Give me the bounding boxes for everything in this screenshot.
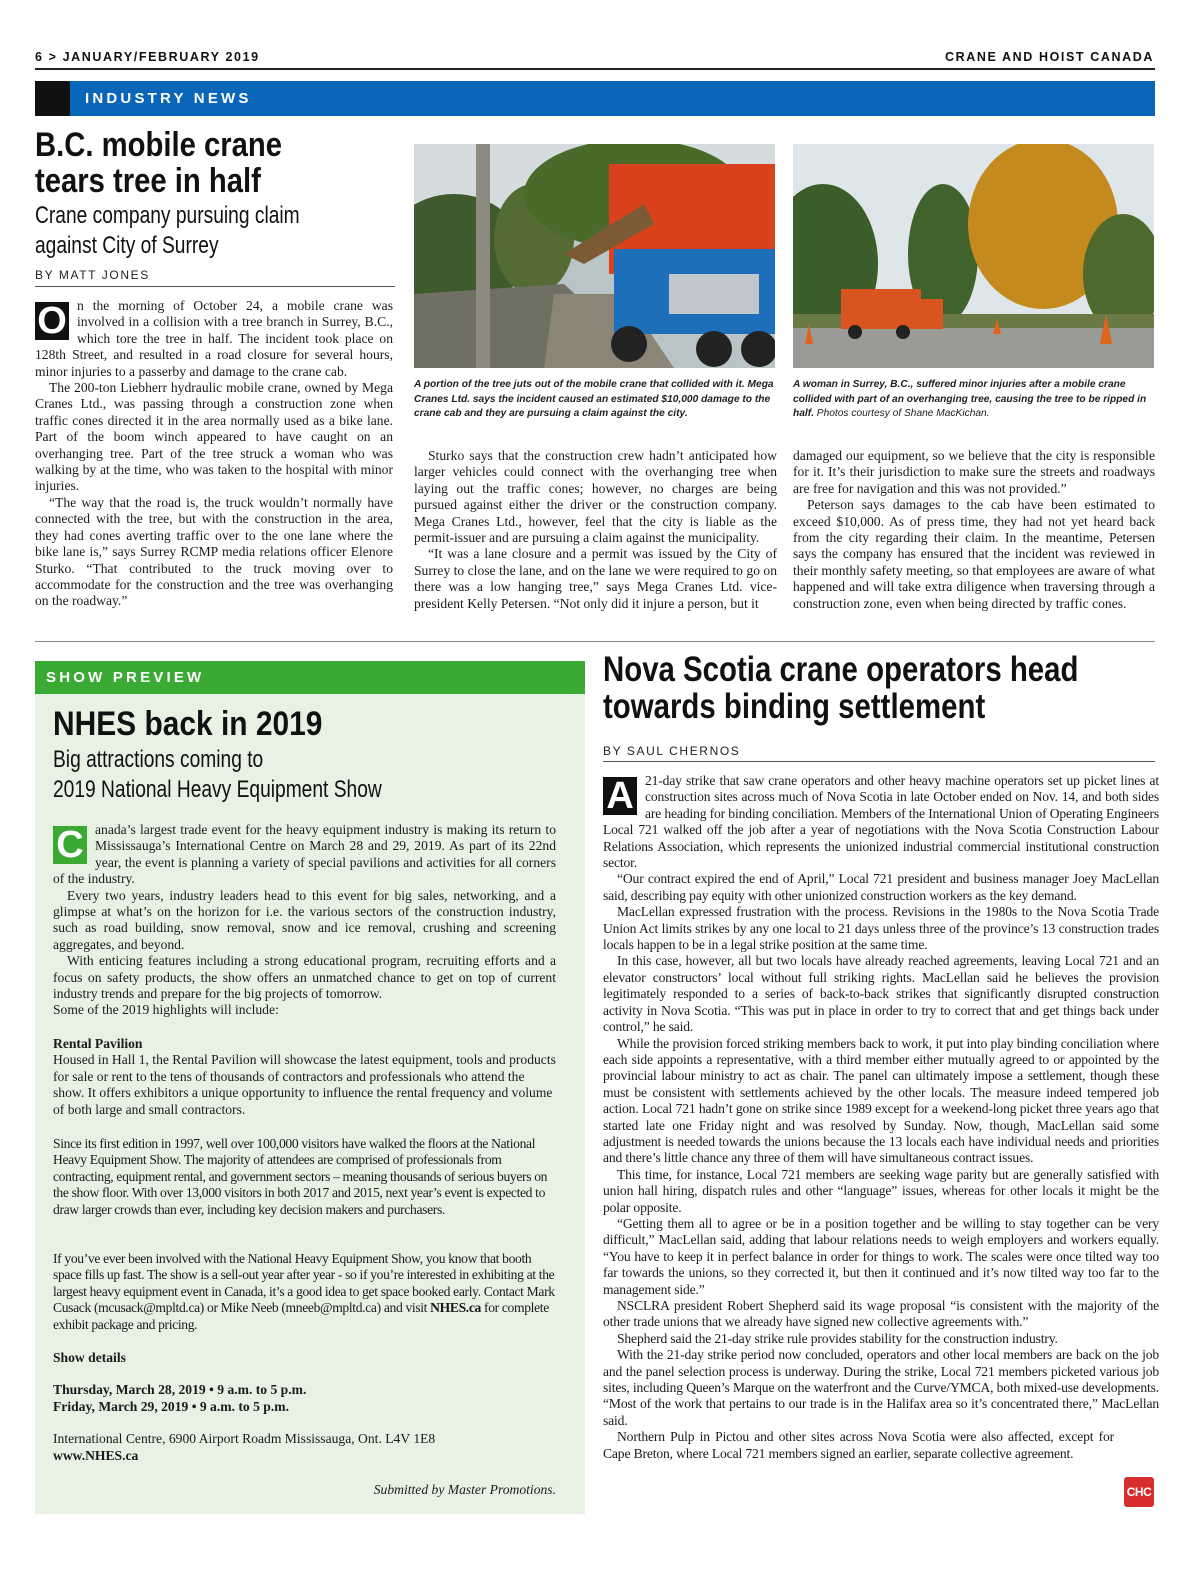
paragraph: The 200-ton Liebherr hydraulic mobile crane, owned by Mega Cranes Ltd., was passing through a construction zone when traffic cones directed it in the area normally used as a bike lane. Part of the boom winch appeared to have caught on an overhanging tree. Part of the tree struck a woman who was walking by at the time, who was taken to the hospital with minor injuries. [35,380,393,494]
industry-news-label: INDUSTRY NEWS [85,90,252,107]
dropcap: C [53,826,87,864]
booth-text: If you’ve ever been involved with the National Heavy Equipment Show, you know that booth space fills up fast. The show is a sell-out year after year - so if you’re interested in exhibiting at the largest heavy equipment event in Canada, it’s a good idea to get space booked early. Contact Mark Cusack (mcusack@mpltd.ca) or Mike Neeb (mneeb@mpltd.ca) and visit [53,1251,555,1316]
show-details [53,1350,556,1464]
booth-text-end: for complete exhibit package and pricing. [53,1300,549,1332]
byline-rule [35,286,395,287]
folio-left: 6 > JANUARY/FEBRUARY 2019 [35,50,260,64]
rental-pavilion-text: Housed in Hall 1, the Rental Pavilion will showcase the latest equipment, tools and products for sale or rent to the tens of thousands of contractors and professionals who attend the show. It offers exhibitors a unique opportunity to influence the rental frequency and volume of both large and small contractors. [53,1052,556,1117]
byline: BY MATT JONES [35,268,150,282]
deck-line-2: against City of Surrey [35,232,219,259]
photo-credit: Photos courtesy of Shane MacKichan. [816,408,990,419]
show-preview-band [35,661,585,694]
history-paragraph [53,1136,556,1218]
paragraph [53,1251,556,1333]
nova-body [603,773,1159,1462]
header-rule [35,68,1155,70]
paragraph: “The way that the road is, the truck wouldn’t normally have connected with the tree, but with the construction in the area, they had cones averting traffic over to the one lane where the bike lane is,” says Surrey RCMP media relations officer Elenore Sturko. “That contributed to the truck moving over to accommodate for the construction and the tree was overhanging on the roadway.” [35,494,393,609]
photo-surrey-street [793,144,1154,368]
dropcap: O [35,302,69,340]
deck-line-2: 2019 National Heavy Equipment Show [53,776,382,803]
rental-pavilion-heading: Rental Pavilion [53,1036,143,1051]
paragraph: In this case, however, all but two locals have already reached agreements, leaving Local 721 and an elevator constructors’ local without full striking rights. MacLellan said he believes the provision legitimately responded to a series of back-to-back strikes that significantly disrupted construction activity in Nova Scotia. “This was put in place in order to try to correct that and get things back under control,” he said. [603,953,1159,1035]
story-deck [35,201,387,261]
paragraph: NSCLRA president Robert Shepherd said its wage proposal “is consistent with the majority of the other trade unions that we already have signed new collective agreements with.” [603,1298,1159,1330]
preview-headline: NHES back in 2019 [53,705,323,743]
paragraph: Every two years, industry leaders head to this event for big sales, networking, and a glimpse at what’s on the horizon for i.e. the various sectors of the construction industry, such as road building, snow removal, snow and ice removal, crushing and screening aggregates, and beyond. [53,887,556,952]
caption-text: A woman in Surrey, B.C., suffered minor injuries after a mobile crane collided with part of an overhanging tree, causing the tree to be ripped in half. [793,379,1147,419]
paragraph: Peterson says damages to the cab have been estimated to exceed $10,000. As of press time, they had not yet heard back from the city regarding their claim. In the meantime, Petersen says the company has ensured that the incident was reviewed in their monthly safety meeting, so that employees are aware of what happened and will take extra diligence when traversing through a construction zone, even when being directed by traffic cones. [793,497,1155,611]
paragraph: While the provision forced striking members back to work, it put into play binding conciliation where each side appoints a representative, with a third member either mutually agreed to or appointed by the provincial labour ministry to act as chair. The panel can ultimately impose a settlement, though these must be consistent with settlements achieved by the other locals. The measure indeed tempered job action. Local 721 hadn’t gone on strike since 1989 except for a weekend-long picket three years ago that started late one Friday night and was resolved by Sunday. Now, though, MacLellan said some adjustment is needed towards the unions because the 13 locals each have individual needs and priorities and there’s little chance any three of them will have simultaneous contract issues. [603,1035,1159,1166]
venue-address: International Centre, 6900 Airport Roadm Mississauga, Ont. L4V 1E8 [53,1431,436,1447]
photo-caption-1: A portion of the tree juts out of the mobile crane that collided with it. Mega Cranes Ltd. says the incident caused an estimated $10,000 damage to the crane cab and they are pursuing a claim against the city. [414,379,774,419]
photo-crane-tree [414,144,775,368]
chc-end-logo: CHC [1124,1477,1154,1507]
preview-deck [53,745,453,805]
show-day-1: Thursday, March 28, 2019 • 9 a.m. to 5 p.m. [53,1382,307,1398]
paragraph: Northern Pulp in Pictou and other sites across Nova Scotia were also affected, except for Cape Breton, where Local 721 members signed an earlier, separate collective agreement. [603,1429,1114,1461]
story-column-1 [35,298,393,610]
show-details-heading: Show details [53,1350,126,1365]
paragraph: “Getting them all to agree or be in a position together and be willing to stay together can be very difficult,” MacLellan said, adding that labour relations needs to weigh employers and workers equally. “You have to keep it in perfect balance in order for things to work. The scales were once tilted way too far towards the unions, so they corrected it, but then it continued and it’s now tilted way too far to the management side.” [603,1215,1159,1297]
paragraph: Since its first edition in 1997, well over 100,000 visitors have walked the floors at the National Heavy Equipment Show. The majority of attendees are comprised of professionals from contracting, equipment rental, and government sectors – meaning thousands of serious buyers on the show floor. With over 13,000 visitors in both 2017 and 2015, next year’s event is expected to draw larger crowds than ever, including key decision makers and purchasers. [53,1136,548,1217]
paragraph: anada’s largest trade event for the heavy equipment industry is making its return to Mississauga’s International Centre on March 28 and 29, 2019. As part of its 22nd year, the event is planning a variety of special pavilions and activities for all corners of the industry. [53,822,556,887]
headline-line-2: towards binding settlement [603,687,986,726]
deck-line-1: Crane company pursuing claim [35,202,300,229]
paragraph: “It was a lane closure and a permit was issued by the City of Surrey to close the lane, and on the lane we were required to go on there was a low hanging tree,” says Mega Cranes Ltd. vice-president Kelly Petersen. “Not only did it injure a person, but it [414,546,777,611]
story-column-3 [793,448,1155,612]
website-link[interactable]: www.NHES.ca [53,1447,139,1463]
paragraph: This time, for instance, Local 721 members are seeking wage parity but are generally satisfied with union hall hiring, dispatch rules and other “language” issues, whereas for other locals it might be the polar opposite. [603,1166,1159,1215]
paragraph: With enticing features including a strong educational program, recruiting efforts and a focus on safety products, the show offers an unmatched chance to get on top of current industry trends and prepare for the big projects of tomorrow. [53,953,556,1002]
story-column-2 [414,448,777,612]
section-divider [35,641,1155,642]
paragraph: MacLellan expressed frustration with the process. Revisions in the 1980s to the Nova Scotia Trade Union Act limits strikes by any one local to 21 days unless three of the province’s 13 construction trades locals happen to be in a legal strike position at the same time. [603,904,1159,953]
paragraph: Shepherd said the 21-day strike rule provides stability for the construction industry. [617,1330,1058,1346]
deck-line-1: Big attractions coming to [53,746,264,773]
nova-byline-rule [603,761,1155,762]
headline-line-1: Nova Scotia crane operators head [603,650,1079,689]
show-preview-label: SHOW PREVIEW [46,669,205,686]
booth-paragraph [53,1251,556,1333]
story-headline [35,127,405,199]
industry-news-band [35,81,1155,116]
paragraph: Some of the 2019 highlights will include: [53,1002,279,1018]
folio-right: CRANE AND HOIST CANADA [944,50,1154,64]
photo-caption-2 [793,378,1155,422]
preview-intro [53,822,556,1019]
dropcap: A [603,777,637,815]
nova-byline: BY SAUL CHERNOS [603,744,741,758]
paragraph: With the 21-day strike period now concluded, operators and other local members are back on the job and the panel selection process is underway. During the strike, Local 721 members picketed various job sites, including Queen’s Marque on the waterfront and the Curve/YMCA, both mixed-use developments. “Most of the work that pertains to our trade is in the Halifax area so it’s concentrated there,” MacLellan said. [603,1347,1159,1428]
street-photo-illustration [793,144,1154,368]
paragraph: n the morning of October 24, a mobile crane was involved in a collision with a tree branch in Surrey, B.C., which tore the tree in half. The incident took place on 128th Street, and resulted in a road closure for several hours, minor injuries to a passerby and damage to the crane cab. [35,298,393,379]
nova-headline [603,651,1166,725]
submitted-by: Submitted by Master Promotions. [373,1482,556,1497]
show-day-2: Friday, March 29, 2019 • 9 a.m. to 5 p.m. [53,1398,289,1414]
paragraph: Sturko says that the construction crew hadn’t anticipated how larger vehicles could connect with the overhanging tree when laying out the traffic cones; however, no charges are being pursued against either the driver or the construction company. Mega Cranes Ltd., however, feel that the city is liable as the permit-issuer and are pursuing a claim against the municipality. [414,448,777,546]
nhes-link[interactable]: NHES.ca [430,1300,481,1316]
rental-pavilion-section [53,1036,556,1118]
band-marker [35,81,70,116]
paragraph: 21-day strike that saw crane operators and other heavy machine operators set up picket lines at construction sites across much of Nova Scotia in late October ended on Nov. 14, and both sides are heading for binding conciliation. Members of the International Union of Operating Engineers Local 721 walked off the job after a year of negotiations with the Nova Scotia Construction Labour Relations Association, which represents the unionized industrial commercial institutional construction sector. [603,773,1159,871]
headline-line-1: B.C. mobile crane [35,126,282,164]
crane-photo-illustration [414,144,775,368]
headline-line-2: tears tree in half [35,162,261,200]
paragraph: damaged our equipment, so we believe that the city is responsible for it. It’s their jurisdiction to make sure the streets and roadways are free for navigation and this was not provided.” [793,448,1155,496]
paragraph: “Our contract expired the end of April,” Local 721 president and business manager Joey MacLellan said, describing pay equity with other unionized construction workers as the key demand. [603,871,1159,903]
